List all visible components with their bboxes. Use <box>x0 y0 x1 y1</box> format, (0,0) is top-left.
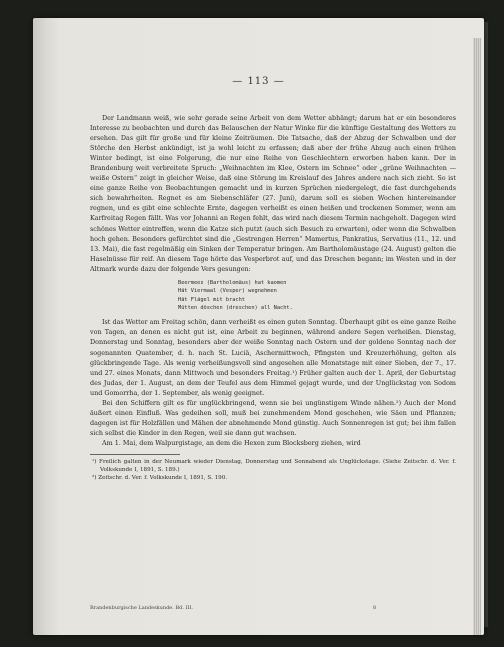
verse-line: Beermees (Bartholomäus) hat kaomen <box>178 279 287 286</box>
paragraph: Am 1. Mai, dem Walpurgistage, an dem die Hexen zum Blocksberg ziehen, wird <box>102 438 361 447</box>
paragraph: Der Landmann weiß, wie sehr gerade seine Arbeit von dem Wetter abhängt; darum hat er ein besonderes Interesse zu beobachten und durch das Belauschen der Natur Winke für die künftige Gestaltung des Wetters zu ersehen. Das gilt für große und für kleine Zeiträumen. Die Tatsache, daß der Abzug der Schwalben und der Störche den Herbst ankündigt, ist ja wohl leicht zu erfassen; daß aber der frühe Abzug auch einen frühen Winter bedingt, ist eine Folgerung, die nur eine Reihe von Geschlechtern erworben haben kann. Der in Brandenburg weit verbreitete Spruch: „Weihnachten im Klee, Ostern im Schnee“ oder „grüne Weihnachten — weiße Ostern“ zeigt in gleicher Weise, daß eine Störung im Kreislauf des Jahres andere nach sich zieht. So ist eine ganze Reihe von Beobachtungen gemacht und in kurzen Sprüchen niedergelegt, die fast durchgehends sich bewahrheiten. Regnet es am Siebenschläfer (27. Juni), darum soll es sieben Wochen hintereinander regnen, und es gibt eine schlechte Ernte, dagegen verheißt es einen heißen und trockenen Sommer, wenn am Karfreitag Regen fällt. Was vor Johanni an Regen fehlt, das wird nach diesem Termin nachgeholt. Dagegen wird schönes Wetter eintreffen, wenn die Katze sich putzt (auch sich Besuch zu erwarten), oder wenn die Schwalben hoch gehen. Besonders gefürchtet sind die „Gestrengen Herren“ Mamertus, Pankratius, Servatius (11., 12. und 13. Mai), die fast regelmäßig ein Sinken der Temperatur bringen. Am Bartholomäustage (24. August) gelten die Haselnüsse für reif. An diesem Tage hörte das Vesperbrot auf, und das Dreschen begann; im Westen und in der Altmark wurde dazu der folgende Vers gesungen: <box>90 114 456 273</box>
signature-mark: 8 <box>372 605 376 611</box>
page <box>33 18 484 635</box>
footnote-rule <box>90 454 180 455</box>
page-footer <box>90 605 456 611</box>
verse-line: Mütten döschen (dreschen) all Nacht. <box>178 304 293 311</box>
verse <box>178 279 456 313</box>
footnote: ²) Zeitschr. d. Ver. f. Volkskunde I, 1891, S. 190. <box>92 475 228 482</box>
body-text <box>90 113 456 483</box>
page-number: — 113 — <box>232 76 285 87</box>
footnote: ¹) Freilich galten in der Neumark wieder Dienstag, Donnerstag und Sonnabend als Unglückstage. (Siehe Zeitschr. d. Ver. f. Volkskunde I, 1891, S. 189.) <box>92 458 456 474</box>
footer-source: Brandenburgische Landeskunde. Bd. III. <box>90 605 194 611</box>
book-page <box>33 18 484 635</box>
verse-line: Hät Flägel mit bracht <box>178 296 245 303</box>
paragraph: Ist das Wetter am Freitag schön, dann verheißt es einen guten Sonntag. Überhaupt gibt es eine ganze Reihe von Tagen, an denen es nicht gut ist, eine Arbeit zu beginnen, während andere Segen verheißen. Dienstag, Donnerstag und Sonntag, besonders aber der weiße Sonntag nach Ostern und der goldene Sonntag nach der sogenannten Quatember, d. h. nach St. Luciä, Aschermittwoch, Pfingsten und Kreuzerhöhung, gelten als glückbringende Tage. Als wenig verheißungsvoll sind angesehen alle Monatstage mit einer Sieben, der 7., 17. und 27. eines Monats, dann Mittwoch und besonders Freitag.¹) Früher galten auch der 1. April, der Geburtstag des Judas, der 1. August, an dem der Teufel aus dem Himmel gejagt wurde, und der Unglückstag von Sodom und Gomorrha, der 1. September, als wenig geeignet. <box>90 318 456 397</box>
verse-line: Hät Viermaal (Vesper) wegnehmen <box>178 288 277 295</box>
paragraph: Bei den Schiffern gilt es für unglückbringend, wenn sie bei ungünstigem Winde nähen.²) Auch der Mond äußert einen Einfluß. Was gedeihen soll, muß bei zunehmendem Mond geschehen, wie Säen und Pflanzen; dagegen ist für Holzfällen und Mähen der abnehmende Mond günstig. Auch Sonnenregen ist gut; bei ihm fallen sich selbst die Kinder in den Regen, weil sie dann gut wachsen. <box>90 398 456 437</box>
